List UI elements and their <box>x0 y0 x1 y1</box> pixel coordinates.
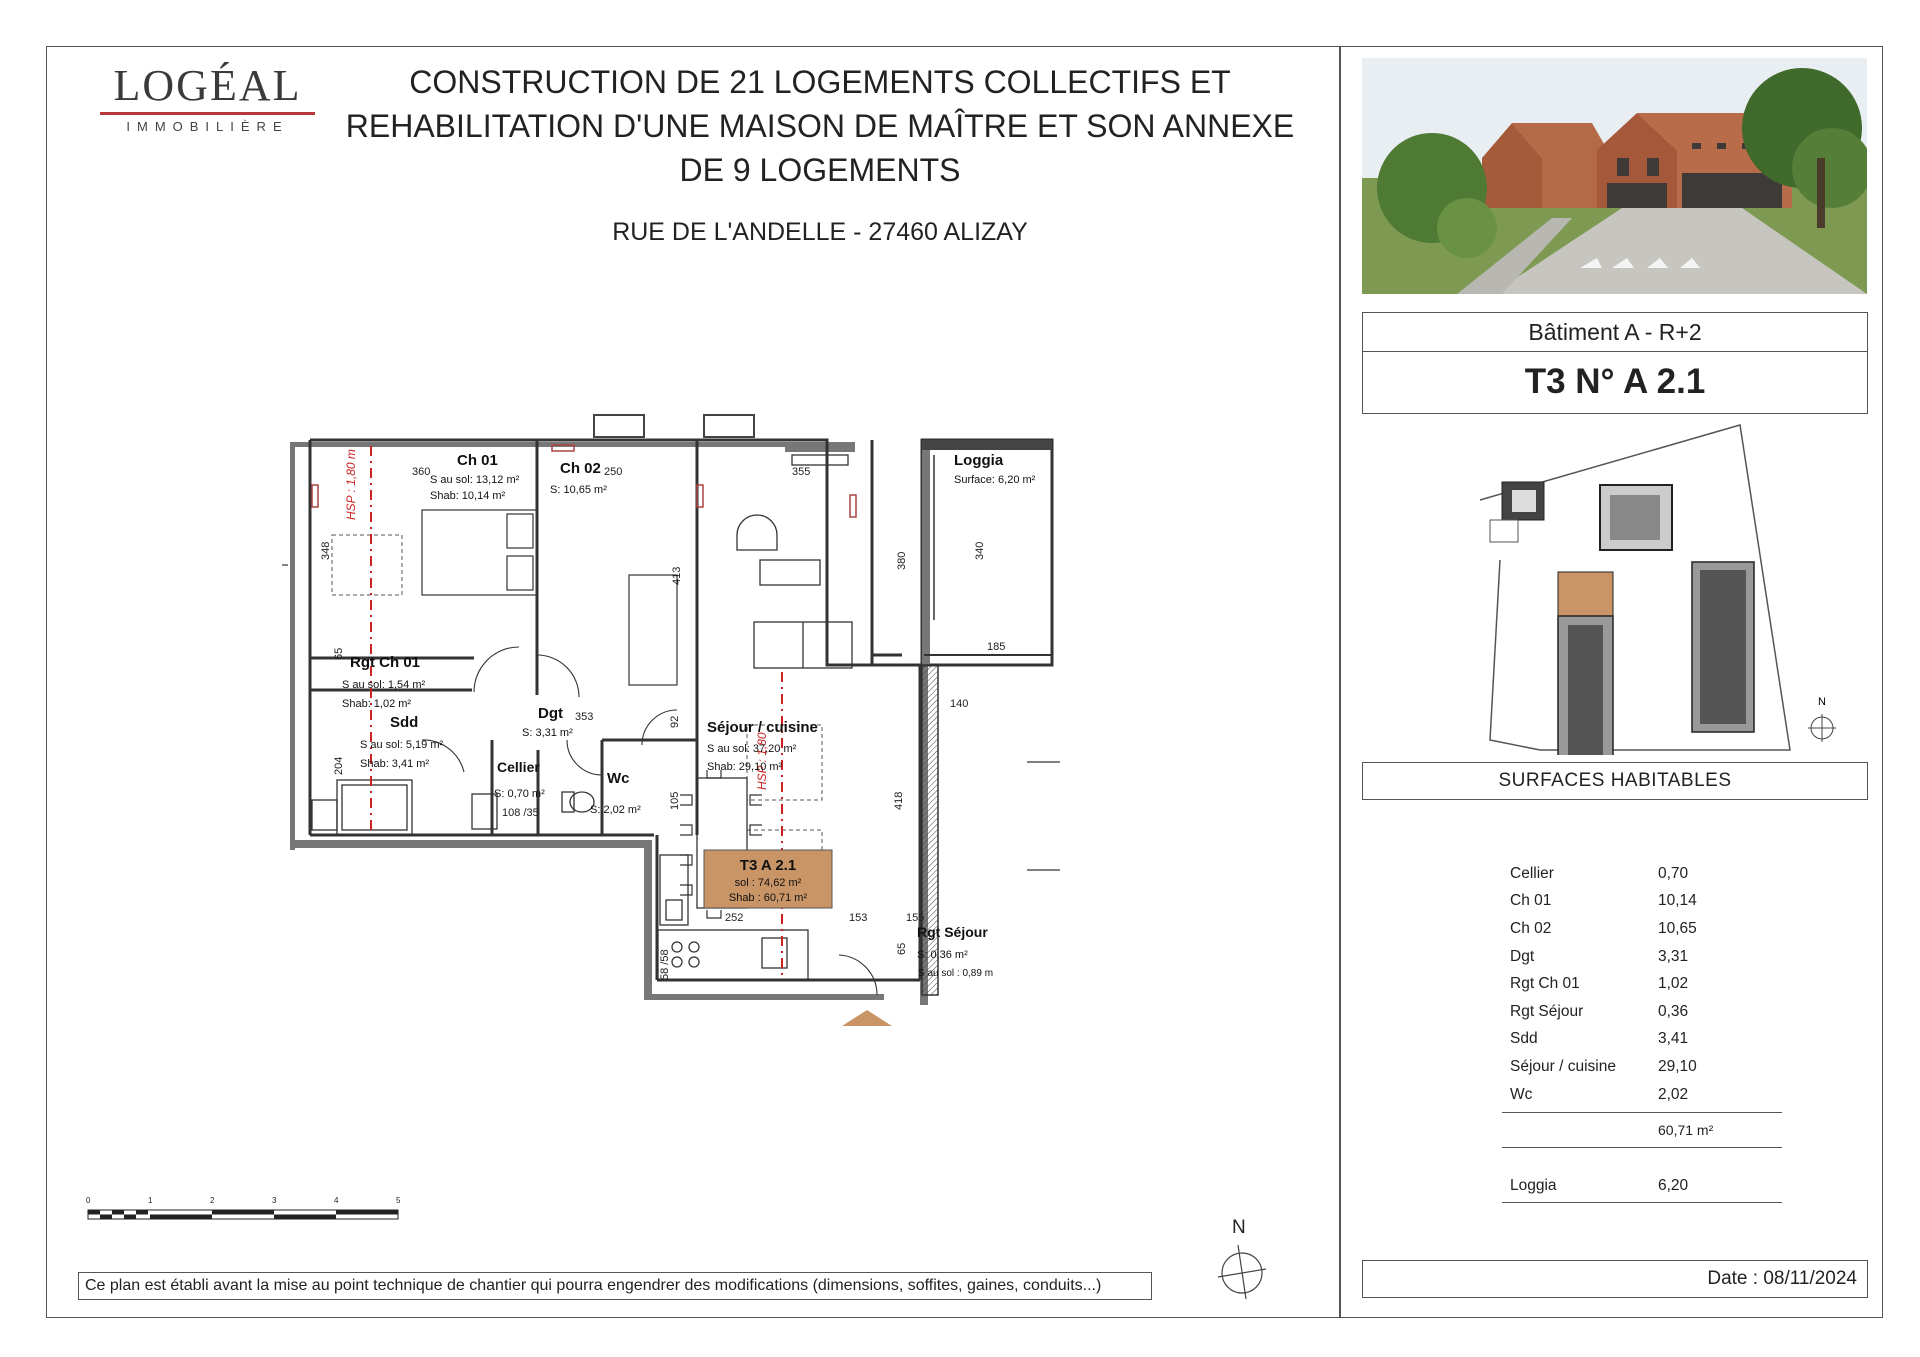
scale-bar <box>84 1195 404 1225</box>
site-plan <box>1460 420 1860 755</box>
room-cellier-s1: S: 0,70 m² <box>494 788 545 800</box>
dim-140: 140 <box>950 698 969 710</box>
dim-252: 252 <box>725 912 744 924</box>
dimensions <box>320 466 1005 980</box>
room-name: Sdd <box>1510 1030 1538 1048</box>
room-name: Ch 02 <box>1510 919 1552 937</box>
room-sdd-s2: Shab: 3,41 m² <box>360 758 430 770</box>
lot-tag <box>704 850 832 908</box>
dim-58: 58 /58 <box>659 949 671 980</box>
room-wc-name: Wc <box>607 770 630 787</box>
dim-353: 353 <box>575 711 594 723</box>
room-rgtsejour-s1: S: 0,36 m² <box>917 949 968 961</box>
dim-185: 185 <box>987 641 1006 653</box>
table-row <box>1502 1026 1782 1054</box>
dim-348: 348 <box>320 541 332 560</box>
dim-340: 340 <box>974 541 986 560</box>
room-value: 0,36 <box>1658 1002 1689 1020</box>
dim-105: 105 <box>669 791 681 810</box>
site-north-label: N <box>1818 696 1826 708</box>
north-label: N <box>1232 1217 1246 1238</box>
room-value: 0,70 <box>1658 864 1689 882</box>
room-value: 3,31 <box>1658 947 1689 965</box>
room-ch02-name: Ch 02 <box>560 460 601 477</box>
entrance-marker <box>842 1010 892 1026</box>
room-ch01-name: Ch 01 <box>457 452 498 469</box>
room-name: Rgt Séjour <box>1510 1002 1584 1020</box>
dim-250: 250 <box>604 466 623 478</box>
table-row <box>1502 943 1782 971</box>
loggia-value: 6,20 <box>1658 1177 1689 1195</box>
dim-155: 155 <box>906 912 925 924</box>
site-building-tl <box>1490 482 1544 542</box>
table-row <box>1502 1081 1782 1109</box>
room-name: Rgt Ch 01 <box>1510 975 1580 993</box>
logo-bar <box>100 112 315 115</box>
hsp-label-1: HSP : 1,80 m <box>344 449 358 520</box>
site-building-tm <box>1600 485 1672 550</box>
room-value: 3,41 <box>1658 1030 1689 1048</box>
lot-tag-s2: Shab : 60,71 m² <box>728 892 808 904</box>
room-cellier-name: Cellier <box>497 759 540 775</box>
dim-65a: 65 <box>333 647 345 660</box>
room-loggia-name: Loggia <box>954 452 1004 469</box>
room-name: Dgt <box>1510 947 1535 965</box>
lot-reference: T3 N° A 2.1 <box>1362 352 1868 414</box>
room-value: 29,10 <box>1658 1057 1697 1075</box>
room-name: Cellier <box>1510 864 1554 882</box>
scale-tick-0: 0 <box>86 1196 91 1205</box>
room-value: 10,14 <box>1658 892 1697 910</box>
shower <box>312 780 594 835</box>
room-value: 1,02 <box>1658 975 1689 993</box>
scale-tick-5: 5 <box>396 1196 401 1205</box>
room-dgt-name: Dgt <box>538 705 563 722</box>
room-ch01-s1: S au sol: 13,12 m² <box>430 474 520 486</box>
disclaimer: Ce plan est établi avant la mise au point technique de chantier qui pourra engendrer des modifications (dimensions, soffites, gaines, conduits...) <box>78 1272 1152 1300</box>
logo <box>100 62 315 134</box>
table-row <box>1502 1053 1782 1081</box>
room-sejour-s2: Shab: 29,10 m² <box>707 761 783 773</box>
table-row <box>1502 970 1782 998</box>
lot-tag-name: T3 A 2.1 <box>739 857 797 874</box>
column-divider <box>1339 46 1341 1318</box>
project-address: RUE DE L'ANDELLE - 27460 ALIZAY <box>612 218 1028 246</box>
dim-418: 418 <box>893 791 905 810</box>
room-value: 10,65 <box>1658 919 1697 937</box>
dim-355: 355 <box>792 466 811 478</box>
room-value: 2,02 <box>1658 1085 1689 1103</box>
room-wc-s1: S: 2,02 m² <box>590 804 641 816</box>
scale-tick-2: 2 <box>210 1196 215 1205</box>
dim-65b: 65 <box>896 942 908 955</box>
floor-plan <box>282 410 1072 1030</box>
room-rgtsejour-s2: S au sol : 0,89 m <box>918 968 994 979</box>
site-building-left <box>1558 572 1613 755</box>
loggia-label: Loggia <box>1510 1177 1557 1195</box>
surfaces-table <box>1502 860 1782 1203</box>
title-line-2: REHABILITATION D'UNE MAISON DE MAÎTRE ET SON ANNEXE <box>345 108 1295 144</box>
title-line-1: CONSTRUCTION DE 21 LOGEMENTS COLLECTIFS ET <box>409 64 1231 100</box>
logo-brand: LOGÉAL <box>113 61 302 110</box>
dim-204: 204 <box>333 756 345 775</box>
scale-tick-4: 4 <box>334 1196 339 1205</box>
table-row <box>1502 888 1782 916</box>
table-row <box>1502 915 1782 943</box>
building-label: Bâtiment A - R+2 <box>1362 312 1868 352</box>
room-name: Séjour / cuisine <box>1510 1057 1616 1075</box>
building-rendering <box>1362 58 1867 294</box>
surfaces-header: SURFACES HABITABLES <box>1362 762 1868 800</box>
table-row <box>1502 860 1782 888</box>
dim-413: 413 <box>671 566 683 585</box>
dim-380: 380 <box>896 551 908 570</box>
room-rgtch01-s1: S au sol: 1,54 m² <box>342 679 426 691</box>
room-rgtch01-s2: Shab: 1,02 m² <box>342 698 412 710</box>
outer-walls <box>290 442 928 1005</box>
dim-108: 108 /35 <box>502 807 539 819</box>
plan-date: Date : 08/11/2024 <box>1362 1260 1868 1298</box>
north-arrow-icon <box>1214 1215 1274 1300</box>
project-title <box>330 60 1310 192</box>
bed <box>422 510 537 595</box>
loggia-row <box>1502 1170 1782 1203</box>
room-dgt-s1: S: 3,31 m² <box>522 727 573 739</box>
room-sdd-s1: S au sol: 5,19 m² <box>360 739 444 751</box>
room-ch01-s2: Shab: 10,14 m² <box>430 490 506 502</box>
bed-ch02 <box>629 575 677 685</box>
total-row <box>1502 1112 1782 1148</box>
room-rgtch01-name: Rgt Ch 01 <box>350 654 421 671</box>
title-line-3: DE 9 LOGEMENTS <box>679 152 961 188</box>
table-row <box>1502 998 1782 1026</box>
radiators <box>312 445 856 517</box>
living-furniture <box>697 455 852 908</box>
total-value: 60,71 m² <box>1658 1122 1714 1139</box>
room-loggia-s1: Surface: 6,20 m² <box>954 474 1036 486</box>
lot-tag-s1: sol : 74,62 m² <box>734 877 802 889</box>
room-name: Ch 01 <box>1510 892 1552 910</box>
dim-92: 92 <box>669 715 681 728</box>
room-rgtsejour-name: Rgt Séjour <box>917 924 988 940</box>
scale-tick-1: 1 <box>148 1196 153 1205</box>
room-name: Wc <box>1510 1085 1533 1103</box>
logo-sub: IMMOBILIÈRE <box>126 119 289 134</box>
hsp-label-2: HSP : 1,80 <box>755 732 769 790</box>
room-sejour-s1: S au sol: 37,20 m² <box>707 743 797 755</box>
scale-tick-3: 3 <box>272 1196 277 1205</box>
dim-360: 360 <box>412 466 431 478</box>
room-ch02-s1: S: 10,65 m² <box>550 484 607 496</box>
room-sdd-name: Sdd <box>390 714 419 731</box>
windows <box>594 415 754 437</box>
site-building-right <box>1692 562 1754 732</box>
dim-153: 153 <box>849 912 868 924</box>
room-sejour-name: Séjour / cuisine <box>707 719 818 736</box>
right-wall <box>922 665 938 995</box>
